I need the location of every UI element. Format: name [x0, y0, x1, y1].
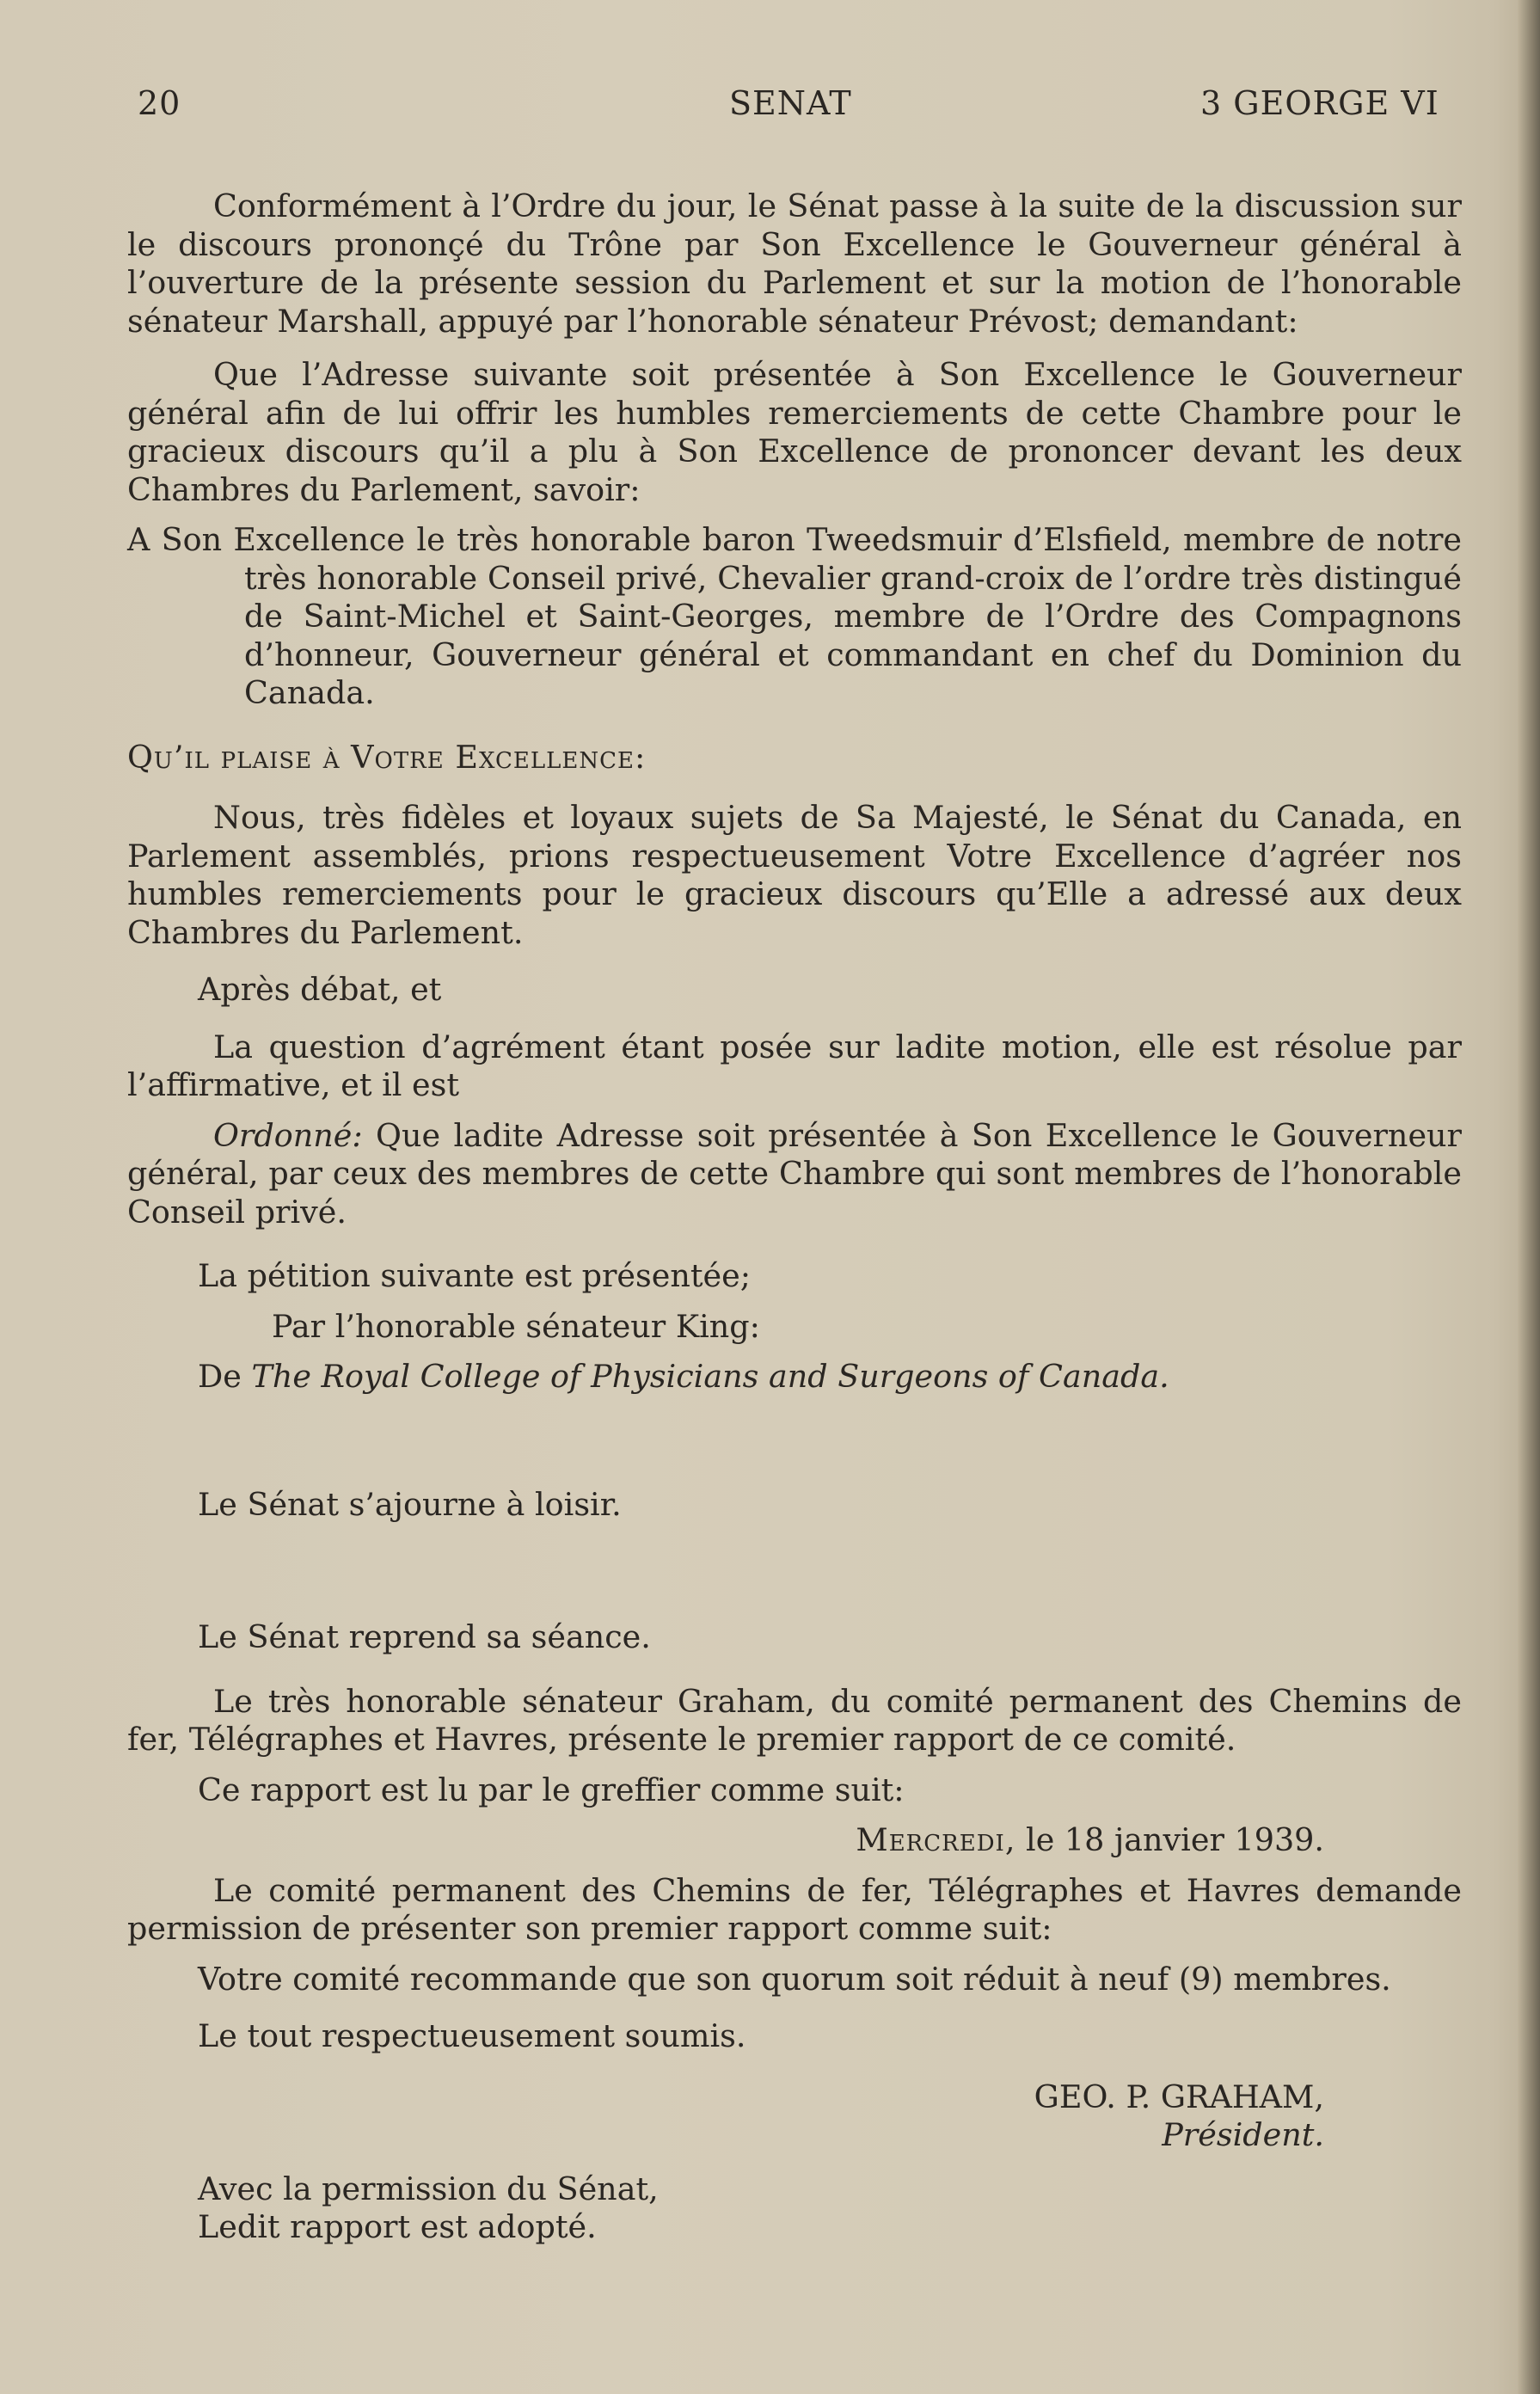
- report-date-text: le 18 janvier 1939.: [1015, 1821, 1324, 1858]
- paragraph-adopted: Ledit rapport est adopté.: [198, 2208, 597, 2245]
- paragraph-report-read: Ce rapport est lu par le greffier comme suit:: [198, 1771, 905, 1808]
- page-number: 20: [138, 84, 181, 122]
- paragraph-addressee: A Son Excellence le très honorable baron Tweedsmuir d’Elsfield, membre de notre très honorable Conseil privé, Chevalier grand-croix de l’ordre très distingué de Saint-Michel et Saint-Georges, membre de l’Ordre des Compagnons d’honneur, Gouverneur général et commandant en chef du Dominion du Canada.: [127, 521, 1462, 711]
- paragraph-address-motion: Que l’Adresse suivante soit présentée à Son Excellence le Gouverneur général afin de lui offrir les humbles remerciements de cette Chambre pour le gracieux discours qu’il a plu à Son Excellence de prononcer devant les deux Chambres du Parlement, savoir:: [127, 356, 1462, 508]
- paragraph-order-of-day: Conformément à l’Ordre du jour, le Sénat passe à la suite de la discussion sur le discours prononçé du Trône par Son Excellence le Gouverneur général à l’ouverture de la présente session du Parlement et sur la motion de l’honorable sénateur Marshall, appuyé par l’honorable sénateur Prévost; demandant:: [127, 187, 1462, 340]
- petition-college: The Royal College of Physicians and Surgeons of Canada.: [251, 1358, 1169, 1395]
- paragraph-graham: Le très honorable sénateur Graham, du comité permanent des Chemins de fer, Télégraphes et Havres, présente le premier rapport de ce comité.: [127, 1682, 1462, 1758]
- paragraph-submitted: Le tout respectueusement soumis.: [198, 2017, 746, 2054]
- paragraph-address-body: Nous, très fidèles et loyaux sujets de Sa Majesté, le Sénat du Canada, en Parlement assemblés, prions respectueusement Votre Excellence d’agréer nos humbles remerciements pour le gracieux discours qu’Elle a adressé aux deux Chambres du Parlement.: [127, 799, 1462, 951]
- paragraph-petition-from: [127, 1358, 1462, 1396]
- running-title: SENAT: [729, 84, 852, 122]
- report-day: Mercredi,: [856, 1821, 1016, 1858]
- paragraph-adjourn: Le Sénat s’ajourne à loisir.: [198, 1485, 622, 1523]
- document-body: [127, 187, 1462, 2247]
- paragraph-question: La question d’agrément étant posée sur ladite motion, elle est résolue par l’affirmative, et il est: [127, 1028, 1462, 1103]
- paragraph-petition: La pétition suivante est présentée;: [198, 1257, 752, 1294]
- ordered-label: Ordonné:: [213, 1116, 363, 1154]
- paragraph-petition-by: Par l’honorable sénateur King:: [272, 1307, 760, 1345]
- paragraph-resume: Le Sénat reprend sa séance.: [198, 1618, 651, 1655]
- paragraph-quorum: Votre comité recommande que son quorum soit réduit à neuf (9) membres.: [198, 1960, 1391, 1998]
- paragraph-debate: Après débat, et: [198, 971, 442, 1008]
- ordered-text: Que ladite Adresse soit présentée à Son Excellence le Gouverneur général, par ceux des membres de cette Chambre qui sont membres de l’honorable Conseil privé.: [127, 1116, 1462, 1231]
- regnal-year: 3 GEORGE VI: [1200, 84, 1439, 122]
- petition-prefix: De: [198, 1358, 252, 1395]
- page-edge: [1518, 0, 1540, 2394]
- signatory: GEO. P. GRAHAM,: [1034, 2078, 1324, 2115]
- signatory-title: Président.: [1162, 2116, 1324, 2153]
- address-heading: Qu’il plaise à Votre Excellence:: [127, 738, 647, 776]
- paragraph-ordered: [127, 1117, 1462, 1232]
- report-date: [127, 1821, 1462, 1860]
- paragraph-committee: Le comité permanent des Chemins de fer, Télégraphes et Havres demande permission de présenter son premier rapport comme suit:: [127, 1871, 1462, 1947]
- paragraph-permission: Avec la permission du Sénat,: [198, 2170, 659, 2207]
